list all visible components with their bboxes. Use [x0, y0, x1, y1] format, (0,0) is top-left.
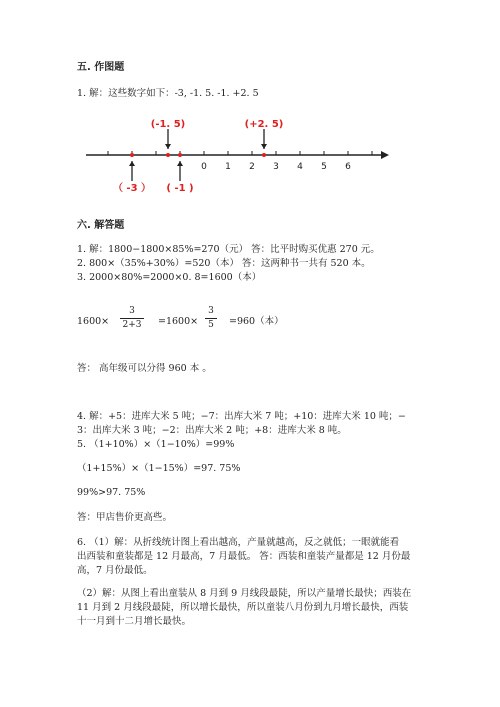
- tick-label: 5: [321, 162, 327, 172]
- solution-5-line-3: 99%>97. 75%: [77, 487, 146, 498]
- solution-6-1-line-3: 高，7 月份最低。: [77, 565, 153, 576]
- question-1-text: 1. 解：这些数字如下：-3, -1. 5. -1. +2. 5: [77, 88, 259, 99]
- pointer-arrow: [177, 161, 183, 181]
- tick-label: 3: [273, 162, 279, 172]
- fraction-denominator: 2+3: [122, 320, 142, 330]
- solution-6-2-line-3: 十一月到十二月增长最快。: [77, 616, 192, 627]
- number-line-figure: [0, 115, 500, 205]
- tick-label: 2: [249, 162, 255, 172]
- solution-3: 3. 2000×80%=2000×0. 8=1600（本）: [77, 272, 262, 283]
- fraction-denominator: 5: [208, 320, 214, 330]
- section-title-drawing: 五. 作图题: [77, 62, 125, 73]
- solution-6-2-line-1: （2）解：从图上看出童装从 8 月到 9 月线段最陡，所以产量增长最快；西装在: [77, 588, 412, 599]
- tick-label: 6: [345, 162, 351, 172]
- number-point: [130, 153, 134, 157]
- solution-4-line-1: 4. 解：+5：进库大米 5 吨；−7：出库大米 7 吨；+10：进库大米 10 吨；−: [77, 411, 406, 422]
- pointer-arrow: [165, 129, 171, 149]
- tick-label: 0: [201, 162, 207, 172]
- pointer-arrow: [129, 161, 135, 181]
- point-label: （ -3 ）: [112, 183, 152, 194]
- solution-6-2-line-2: 11 月到 2 月线段最陡，所以增长最快，所以童装八月份到九月增长最快，西装: [77, 602, 409, 613]
- answer-5: 答：甲店售价更高些。: [77, 512, 173, 523]
- fraction-numerator: 3: [208, 306, 214, 316]
- tick-label: 1: [225, 162, 231, 172]
- fraction-bar: [120, 318, 144, 319]
- solution-4-line-2: 3：出库大米 3 吨；−2：出库大米 2 吨；+8：进库大米 8 吨。: [77, 425, 347, 436]
- fraction-numerator: 3: [129, 306, 135, 316]
- solution-5: 5. （1+10%）×（1−10%）=99%: [77, 439, 235, 450]
- number-point: [178, 153, 182, 157]
- solution-5-line-2: （1+15%）×（1−15%）=97. 75%: [77, 463, 241, 474]
- fraction-3-over-5: [205, 306, 217, 331]
- point-label: (+2. 5): [244, 119, 284, 130]
- pointer-arrow: [261, 129, 267, 149]
- calc-lead: 1600×: [77, 316, 110, 327]
- calc-tail: =960（本）: [229, 316, 284, 327]
- tick-label: 4: [297, 162, 303, 172]
- number-point: [262, 153, 266, 157]
- solution-2: 2. 800×（35%+30%）=520（本） 答：这两种书一共有 520 本。: [77, 258, 371, 269]
- section-title-solutions: 六. 解答题: [77, 220, 125, 231]
- number-point: [166, 153, 170, 157]
- solution-6-1-line-1: 6. （1）解：从折线统计图上看出越高，产量就越高，反之就低；一眼就能看: [77, 537, 400, 548]
- solution-6-1-line-2: 出西装和童装都是 12 月最高，7 月最低。 答：西装和童装产量都是 12 月份最: [77, 551, 411, 562]
- solution-1: 1. 解：1800−1800×85%=270（元） 答：比平时购买优惠 270 元。: [77, 244, 380, 255]
- point-label: ( -1 ): [166, 183, 194, 194]
- fraction-bar: [205, 318, 217, 319]
- fraction-3-over-2plus3: [120, 306, 144, 331]
- calc-mid: =1600×: [158, 316, 199, 327]
- point-label: (-1. 5): [150, 119, 186, 130]
- answer-3: 答： 高年级可以分得 960 本 。: [77, 363, 212, 374]
- number-line-arrowhead: [381, 151, 389, 159]
